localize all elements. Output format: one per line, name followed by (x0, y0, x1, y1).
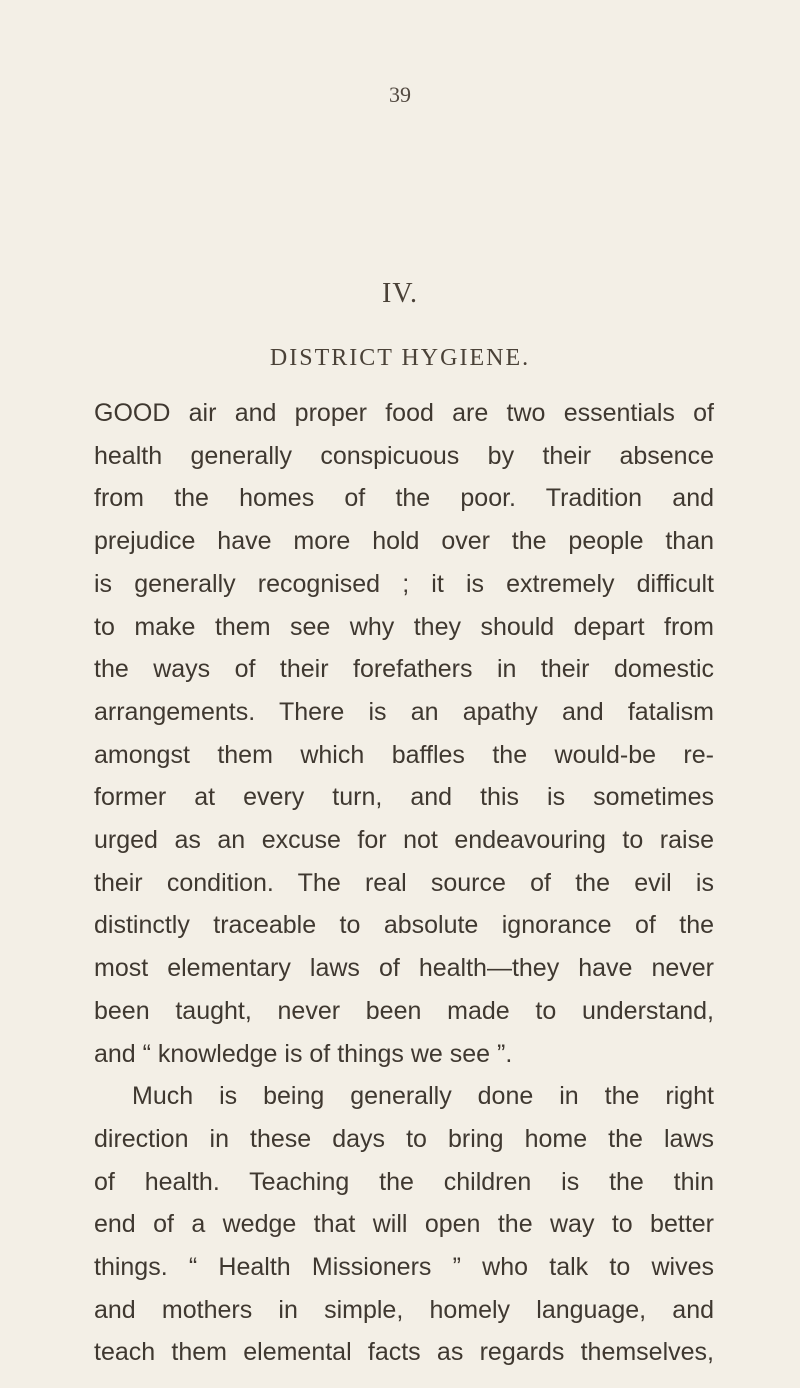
text-line: distinctly traceable to absolute ignorance of the (94, 911, 714, 940)
text-line: from the homes of the poor. Tradition and (94, 484, 714, 513)
text-line: their condition. The real source of the evil is (94, 868, 714, 897)
text-line: urged as an excuse for not endeavouring to raise (94, 826, 714, 855)
text-line: health generally conspicuous by their absence (94, 441, 714, 470)
text-line: to make them see why they should depart from (94, 612, 714, 641)
text-line: and mothers in simple, homely language, and (94, 1295, 714, 1324)
text-line: end of a wedge that will open the way to better (94, 1210, 714, 1239)
text-line: GOOD air and proper food are two essentials of (94, 399, 714, 427)
text-line: is generally recognised ; it is extremely difficult (94, 569, 714, 598)
page-number: 39 (389, 82, 411, 107)
text-line: been taught, never been made to understand, (94, 996, 714, 1025)
text-line: Much is being generally done in the right (132, 1082, 714, 1111)
text-line: of health. Teaching the children is the thin (94, 1167, 714, 1196)
text-line: most elementary laws of health—they have never (94, 954, 714, 983)
text-line: former at every turn, and this is sometimes (94, 783, 714, 812)
text-line: direction in these days to bring home the laws (94, 1124, 714, 1153)
text-line: the ways of their forefathers in their domestic (94, 655, 714, 684)
chapter-title: DISTRICT HYGIENE. (269, 345, 531, 371)
text-line: and “ knowledge is of things we see ”. (94, 1039, 513, 1068)
text-line: teach them elemental facts as regards themselves, (94, 1338, 714, 1367)
text-line: things. “ Health Missioners ” who talk to wives (94, 1253, 714, 1282)
body-text (94, 392, 714, 1374)
text-line: prejudice have more hold over the people than (94, 527, 714, 556)
text-line: arrangements. There is an apathy and fatalism (94, 697, 714, 726)
text-line: amongst them which baffles the would-be re- (94, 740, 714, 769)
chapter-number: IV. (382, 278, 418, 309)
